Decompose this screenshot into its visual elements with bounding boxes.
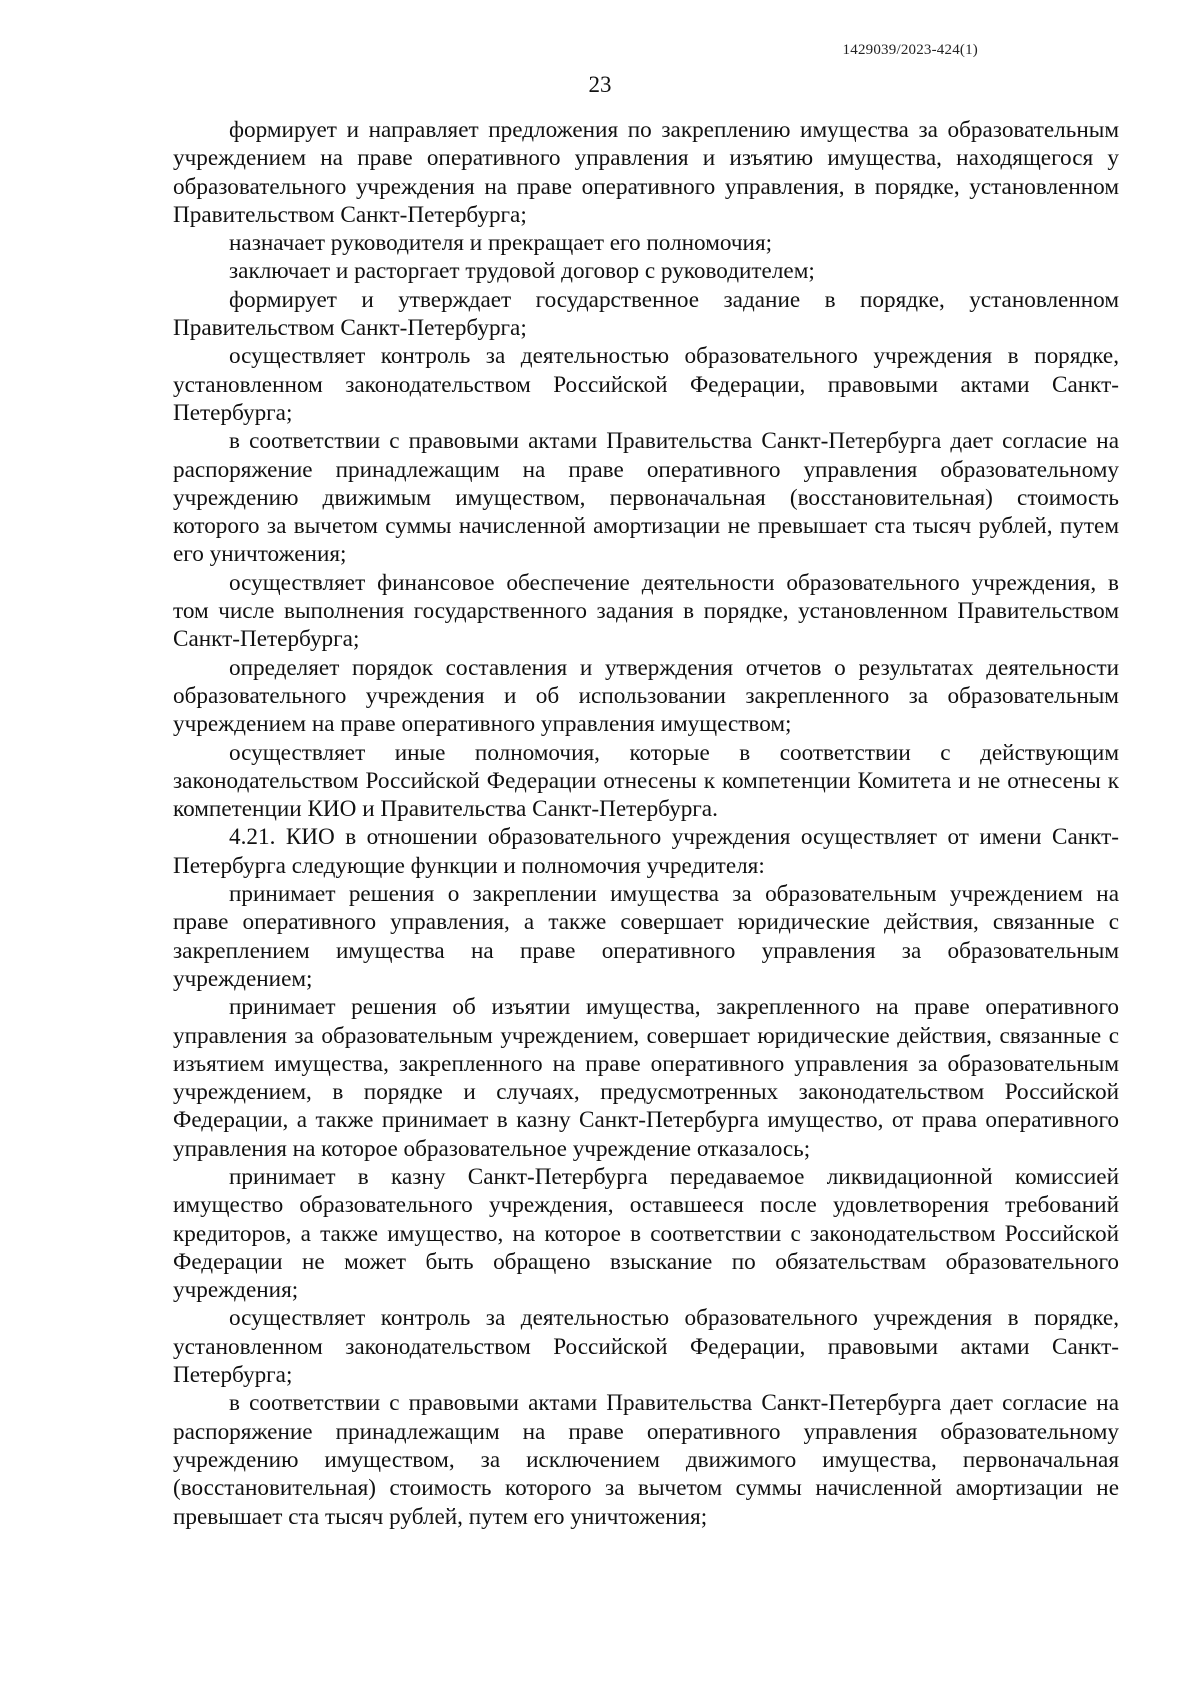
- paragraph: осуществляет контроль за деятельностью образовательного учреждения в порядке, установленном законодательством Российской Федерации, правовыми актами Санкт-Петербурга;: [173, 343, 1119, 426]
- paragraph: осуществляет контроль за деятельностью образовательного учреждения в порядке, установленном законодательством Российской Федерации, правовыми актами Санкт-Петербурга;: [173, 1305, 1119, 1389]
- document-number: 1429039/2023-424(1): [842, 42, 978, 58]
- paragraph: принимает решения об изъятии имущества, закрепленного на праве оперативного управления за образовательным учреждением, совершает юридические действия, связанные с изъятием имущества, закрепленного на праве оперативного управления за образовательным учреждением, в порядке и случаях, предусмотренных законодательством Российской Федерации, а также принимает в казну Санкт-Петербурга имущество, от права оперативного управления на которое образовательное учреждение отказалось;: [173, 994, 1119, 1162]
- paragraph: принимает в казну Санкт-Петербурга передаваемое ликвидационной комиссией имущество образовательного учреждения, оставшееся после удовлетворения требований кредиторов, а также имущество, на которое в соответствии с законодательством Российской Федерации не может быть обращено взыскание по обязательствам образовательного учреждения;: [173, 1163, 1119, 1304]
- paragraph: формирует и утверждает государственное задание в порядке, установленном Правительством Санкт-Петербурга;: [173, 286, 1119, 342]
- section-heading-paragraph: 4.21. КИО в отношении образовательного учреждения осуществляет от имени Санкт-Петербурга следующие функции и полномочия учредителя:: [173, 824, 1119, 879]
- paragraph: принимает решения о закреплении имущества за образовательным учреждением на праве оперативного управления, а также совершает юридические действия, связанные с закреплением имущества на праве оперативного управления за образовательным учреждением;: [173, 881, 1119, 992]
- paragraph: назначает руководителя и прекращает его полномочия;: [229, 230, 773, 257]
- page-number: 23: [588, 72, 612, 97]
- paragraph: формирует и направляет предложения по закреплению имущества за образовательным учреждением на праве оперативного управления и изъятию имущества, находящегося у образовательного учреждения на праве оперативного управления, в порядке, установленном Правительством Санкт-Петербурга;: [173, 117, 1119, 228]
- document-body: [173, 116, 1119, 1531]
- paragraph: осуществляет финансовое обеспечение деятельности образовательного учреждения, в том числе выполнения государственного задания в порядке, установленном Правительством Санкт-Петербурга;: [173, 569, 1119, 653]
- paragraph: заключает и расторгает трудовой договор с руководителем;: [229, 258, 815, 285]
- paragraph: осуществляет иные полномочия, которые в соответствии с действующим законодательством Российской Федерации отнесены к компетенции Комитета и не отнесены к компетенции КИО и Правительства Санкт-Петербурга.: [173, 739, 1119, 823]
- paragraph: в соответствии с правовыми актами Правительства Санкт-Петербурга дает согласие на распоряжение принадлежащим на праве оперативного управления образовательному учреждению имуществом, за исключением движимого имущества, первоначальная (восстановительная) стоимость которого за вычетом суммы начисленной амортизации не превышает ста тысяч рублей, путем его уничтожения;: [173, 1390, 1119, 1530]
- paragraph: определяет порядок составления и утверждения отчетов о результатах деятельности образовательного учреждения и об использовании закрепленного за образовательным учреждением на праве оперативного управления имуществом;: [173, 654, 1119, 738]
- paragraph: в соответствии с правовыми актами Правительства Санкт-Петербурга дает согласие на распоряжение принадлежащим на праве оперативного управления образовательному учреждению движимым имуществом, первоначальная (восстановительная) стоимость которого за вычетом суммы начисленной амортизации не превышает ста тысяч рублей, путем его уничтожения;: [173, 428, 1119, 568]
